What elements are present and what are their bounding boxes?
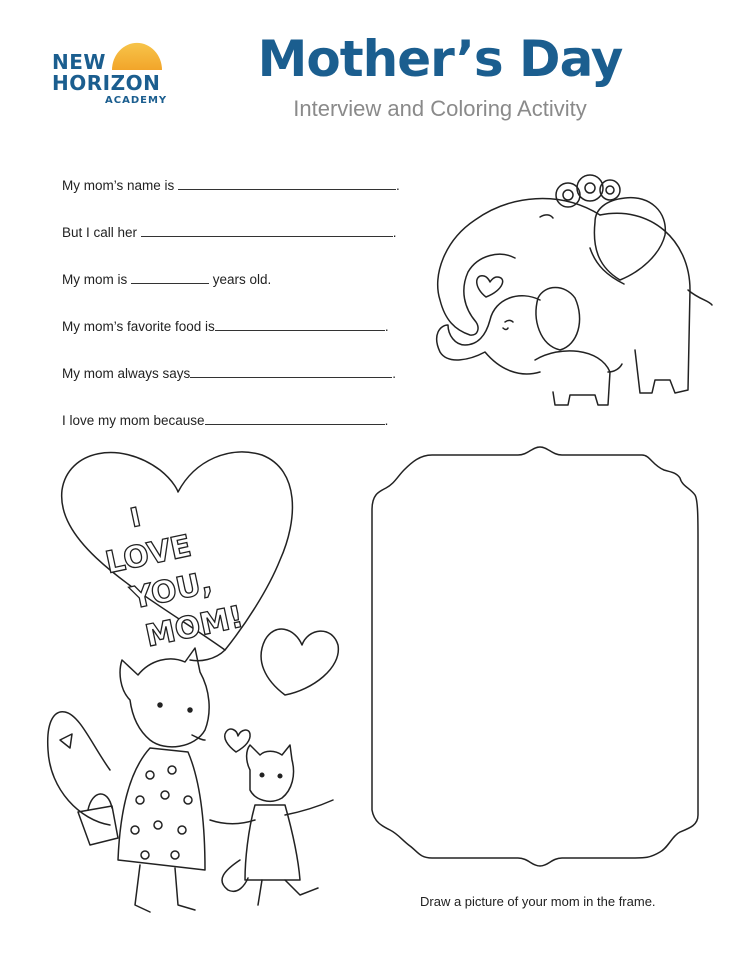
heart-text-line4: MOM! bbox=[142, 599, 247, 655]
heart-text-line2: LOVE bbox=[102, 528, 195, 581]
prompt-text: I love my mom because bbox=[62, 413, 205, 428]
prompt-text: But I call her bbox=[62, 225, 141, 240]
logo-line-academy: ACADEMY bbox=[105, 95, 168, 106]
prompt-text: My mom’s name is bbox=[62, 178, 179, 193]
page-subtitle: Interview and Coloring Activity bbox=[293, 96, 587, 121]
frame-caption: Draw a picture of your mom in the frame. bbox=[420, 894, 656, 909]
logo-line-new: NEW bbox=[52, 50, 106, 74]
prompt-text: My mom always says bbox=[62, 366, 191, 381]
logo-line-horizon: HORIZON bbox=[52, 71, 161, 95]
prompt-suffix: years old. bbox=[209, 272, 272, 287]
prompt-text: My mom is bbox=[62, 272, 131, 287]
heart-text-line3: YOU, bbox=[127, 565, 216, 617]
prompt-suffix: . bbox=[384, 413, 389, 428]
prompt-suffix: . bbox=[384, 319, 389, 334]
prompt-suffix: . bbox=[396, 178, 400, 193]
heart-text-line1: I bbox=[127, 502, 144, 534]
prompt-text: My mom’s favorite food is bbox=[62, 319, 215, 334]
prompt-suffix: . bbox=[392, 225, 397, 240]
prompt-suffix: . bbox=[392, 366, 397, 381]
page-title: Mother’s Day bbox=[257, 30, 623, 88]
